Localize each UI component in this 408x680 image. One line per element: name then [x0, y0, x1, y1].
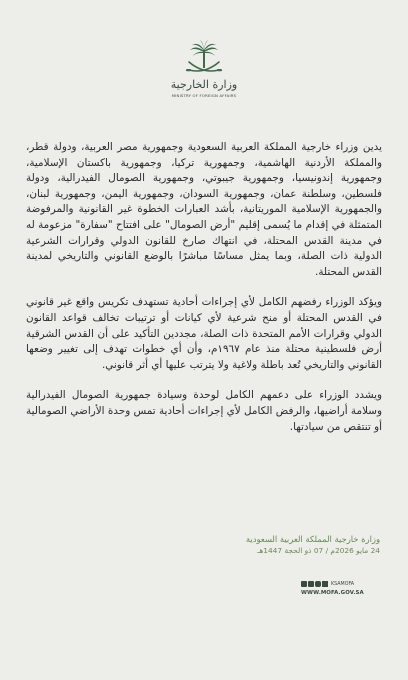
ministry-name-english: MINISTRY OF FOREIGN AFFAIRS: [171, 93, 237, 98]
x-icon[interactable]: [322, 581, 328, 587]
signature-block: [200, 533, 380, 556]
statement-paragraph-1: يدين وزراء خارجية المملكة العربية السعودية وجمهورية مصر العربية، ودولة قطر، والمملكة الأردنية الهاشمية، وجمهورية تركيا، وجمهورية باكستان الإسلامية، وجمهورية إندونيسيا، وجمهورية جيبوتي، وجمهورية الصومال الفيدرالية، ودولة فلسطين، وسلطنة عمان، وجمهورية السودان، وجمهورية اليمن، وجمهورية لبنان، والجمهورية الإسلامية الموريتانية، بأشد العبارات الخطوة غير القانونية والمرفوضة المتمثلة في إقدام ما يُسمى إقليم "أرض الصومال" على افتتاح "سفارة" مزعومة له في مدينة القدس المحتلة، في انتهاك صارخ للقانون الدولي وقرارات الشرعية الدولية ذات الصلة، وبما يمثل مساسًا مباشرًا بالوضع القانوني والتاريخي لمدينة القدس المحتلة.: [26, 141, 382, 278]
statement-body: [26, 140, 382, 450]
statement-paragraph-3: ويشدد الوزراء على دعمهم الكامل لوحدة وسيادة جمهورية الصومال الفيدرالية وسلامة أراضيها، والرفض الكامل لأي إجراءات أحادية تمس وحدة الأراضي الصومالية أو تنتقص من سيادتها.: [26, 389, 382, 433]
statement-paragraph-2: ويؤكد الوزراء رفضهم الكامل لأي إجراءات أحادية تستهدف تكريس واقع غير قانوني في القدس المحتلة أو منح شرعية لأي كيانات أو ترتيبات تخالف قواعد القانون الدولي وقرارات الأمم المتحدة ذات الصلة، مجددين التأكيد على أن القدس الشرقية أرض فلسطينية محتلة منذ عام ١٩٦٧م، وأن أي خطوات تهدف إلى تغيير وضعها القانوني والتاريخي تُعد باطلة ولاغية ولا يترتب عليها أي أثر قانوني.: [26, 296, 382, 371]
signature-issuer: وزارة خارجية المملكة العربية السعودية: [245, 534, 380, 544]
footer: [301, 580, 381, 596]
social-handle[interactable]: KSAMOFA: [331, 581, 355, 587]
website-url[interactable]: WWW.MOFA.GOV.SA: [301, 590, 364, 596]
saudi-emblem-icon: [181, 40, 227, 78]
ministry-name-arabic: وزارة الخارجية: [170, 78, 238, 91]
youtube-icon[interactable]: [308, 581, 314, 587]
social-links: [301, 580, 381, 588]
signature-date: 24 مايو 2026م / 07 ذو الحجة 1447هـ: [257, 546, 380, 555]
instagram-icon[interactable]: [315, 581, 321, 587]
snapchat-icon[interactable]: [301, 581, 307, 587]
